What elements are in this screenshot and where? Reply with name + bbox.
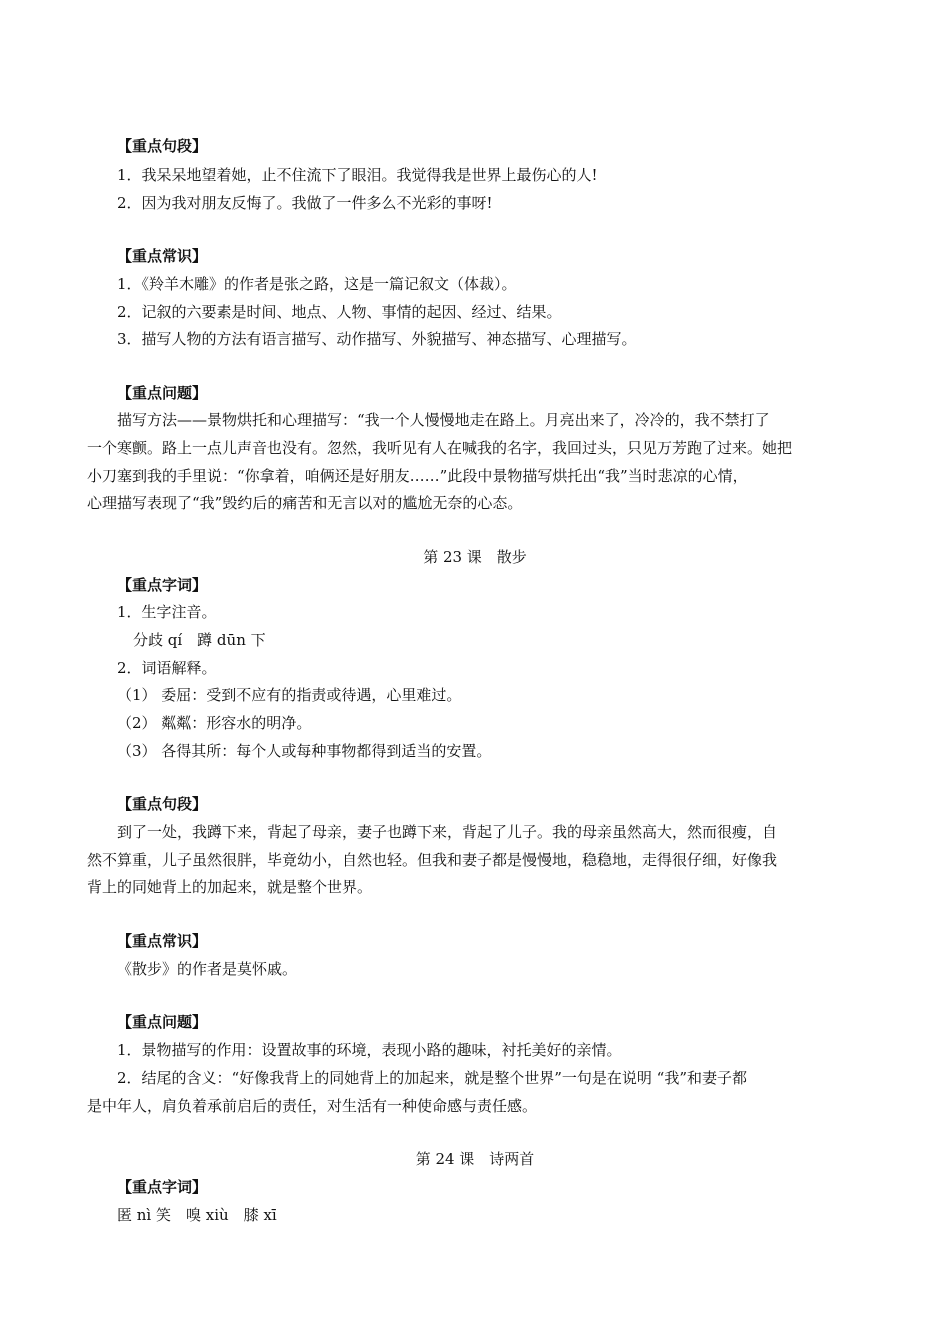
pinyin-line: 分歧 qí 蹲 dūn 下 <box>133 631 266 649</box>
definition-line: （2） 粼粼：形容水的明净。 <box>117 714 312 732</box>
paragraph-line: 描写方法——景物烘托和心理描写：“我一个人慢慢地走在路上。月亮出来了，冷冷的，我不禁打了 <box>117 411 770 429</box>
question-line: 是中年人，肩负着承前启后的责任，对生活有一种使命感与责任感。 <box>87 1097 538 1115</box>
section-heading-key-knowledge: 【重点常识】 <box>117 932 208 950</box>
question-line: 2．结尾的含义：“好像我背上的同她背上的加起来，就是整个世界”一句是在说明 “我”和妻子都 <box>117 1069 747 1087</box>
paragraph-line: 到了一处，我蹲下来，背起了母亲，妻子也蹲下来，背起了儿子。我的母亲虽然高大，然而很瘦，自 <box>117 823 778 841</box>
lesson-title: 第 24 课 诗两首 <box>415 1150 535 1168</box>
knowledge-line: 2．记叙的六要素是时间、地点、人物、事情的起因、经过、结果。 <box>117 303 562 321</box>
word-line: 1．生字注音。 <box>117 603 217 621</box>
knowledge-line: 3．描写人物的方法有语言描写、动作描写、外貌描写、神态描写、心理描写。 <box>117 330 637 348</box>
question-line: 1．景物描写的作用：设置故事的环境，表现小路的趣味，衬托美好的亲情。 <box>117 1041 622 1059</box>
section-heading-key-passages: 【重点句段】 <box>117 137 208 155</box>
section-heading-key-passages: 【重点句段】 <box>117 795 208 813</box>
paragraph-line: 一个寒颤。路上一点儿声音也没有。忽然，我听见有人在喊我的名字，我回过头，只见万芳跑了过来。她把 <box>87 439 793 457</box>
pinyin-line: 匿 nì 笑 嗅 xiù 膝 xī <box>117 1206 277 1224</box>
paragraph-line: 小刀塞到我的手里说：“你拿着，咱俩还是好朋友……”此段中景物描写烘托出“我”当时悲凉的心情， <box>87 467 748 485</box>
passage-line: 2．因为我对朋友反悔了。我做了一件多么不光彩的事呀! <box>117 194 493 212</box>
lesson-title: 第 23 课 散步 <box>423 548 527 566</box>
paragraph-line: 然不算重，儿子虽然很胖，毕竟幼小，自然也轻。但我和妻子都是慢慢地，稳稳地，走得很仔细，好像我 <box>87 851 778 869</box>
paragraph-line: 心理描写表现了“我”毁约后的痛苦和无言以对的尴尬无奈的心态。 <box>87 494 523 512</box>
section-heading-key-words: 【重点字词】 <box>117 1178 208 1196</box>
definition-line: （3） 各得其所：每个人或每种事物都得到适当的安置。 <box>117 742 492 760</box>
definition-line: （1） 委屈：受到不应有的指责或待遇，心里难过。 <box>117 686 462 704</box>
section-heading-key-knowledge: 【重点常识】 <box>117 247 208 265</box>
section-heading-key-questions: 【重点问题】 <box>117 1013 208 1031</box>
word-line: 2．词语解释。 <box>117 659 217 677</box>
knowledge-line: 《散步》的作者是莫怀戚。 <box>117 960 298 978</box>
section-heading-key-words: 【重点字词】 <box>117 576 208 594</box>
section-heading-key-questions: 【重点问题】 <box>117 384 208 402</box>
passage-line: 1．我呆呆地望着她，止不住流下了眼泪。我觉得我是世界上最伤心的人! <box>117 166 598 184</box>
paragraph-line: 背上的同她背上的加起来，就是整个世界。 <box>87 878 373 896</box>
knowledge-line: 1．《羚羊木雕》的作者是张之路，这是一篇记叙文（体裁）。 <box>117 275 517 293</box>
